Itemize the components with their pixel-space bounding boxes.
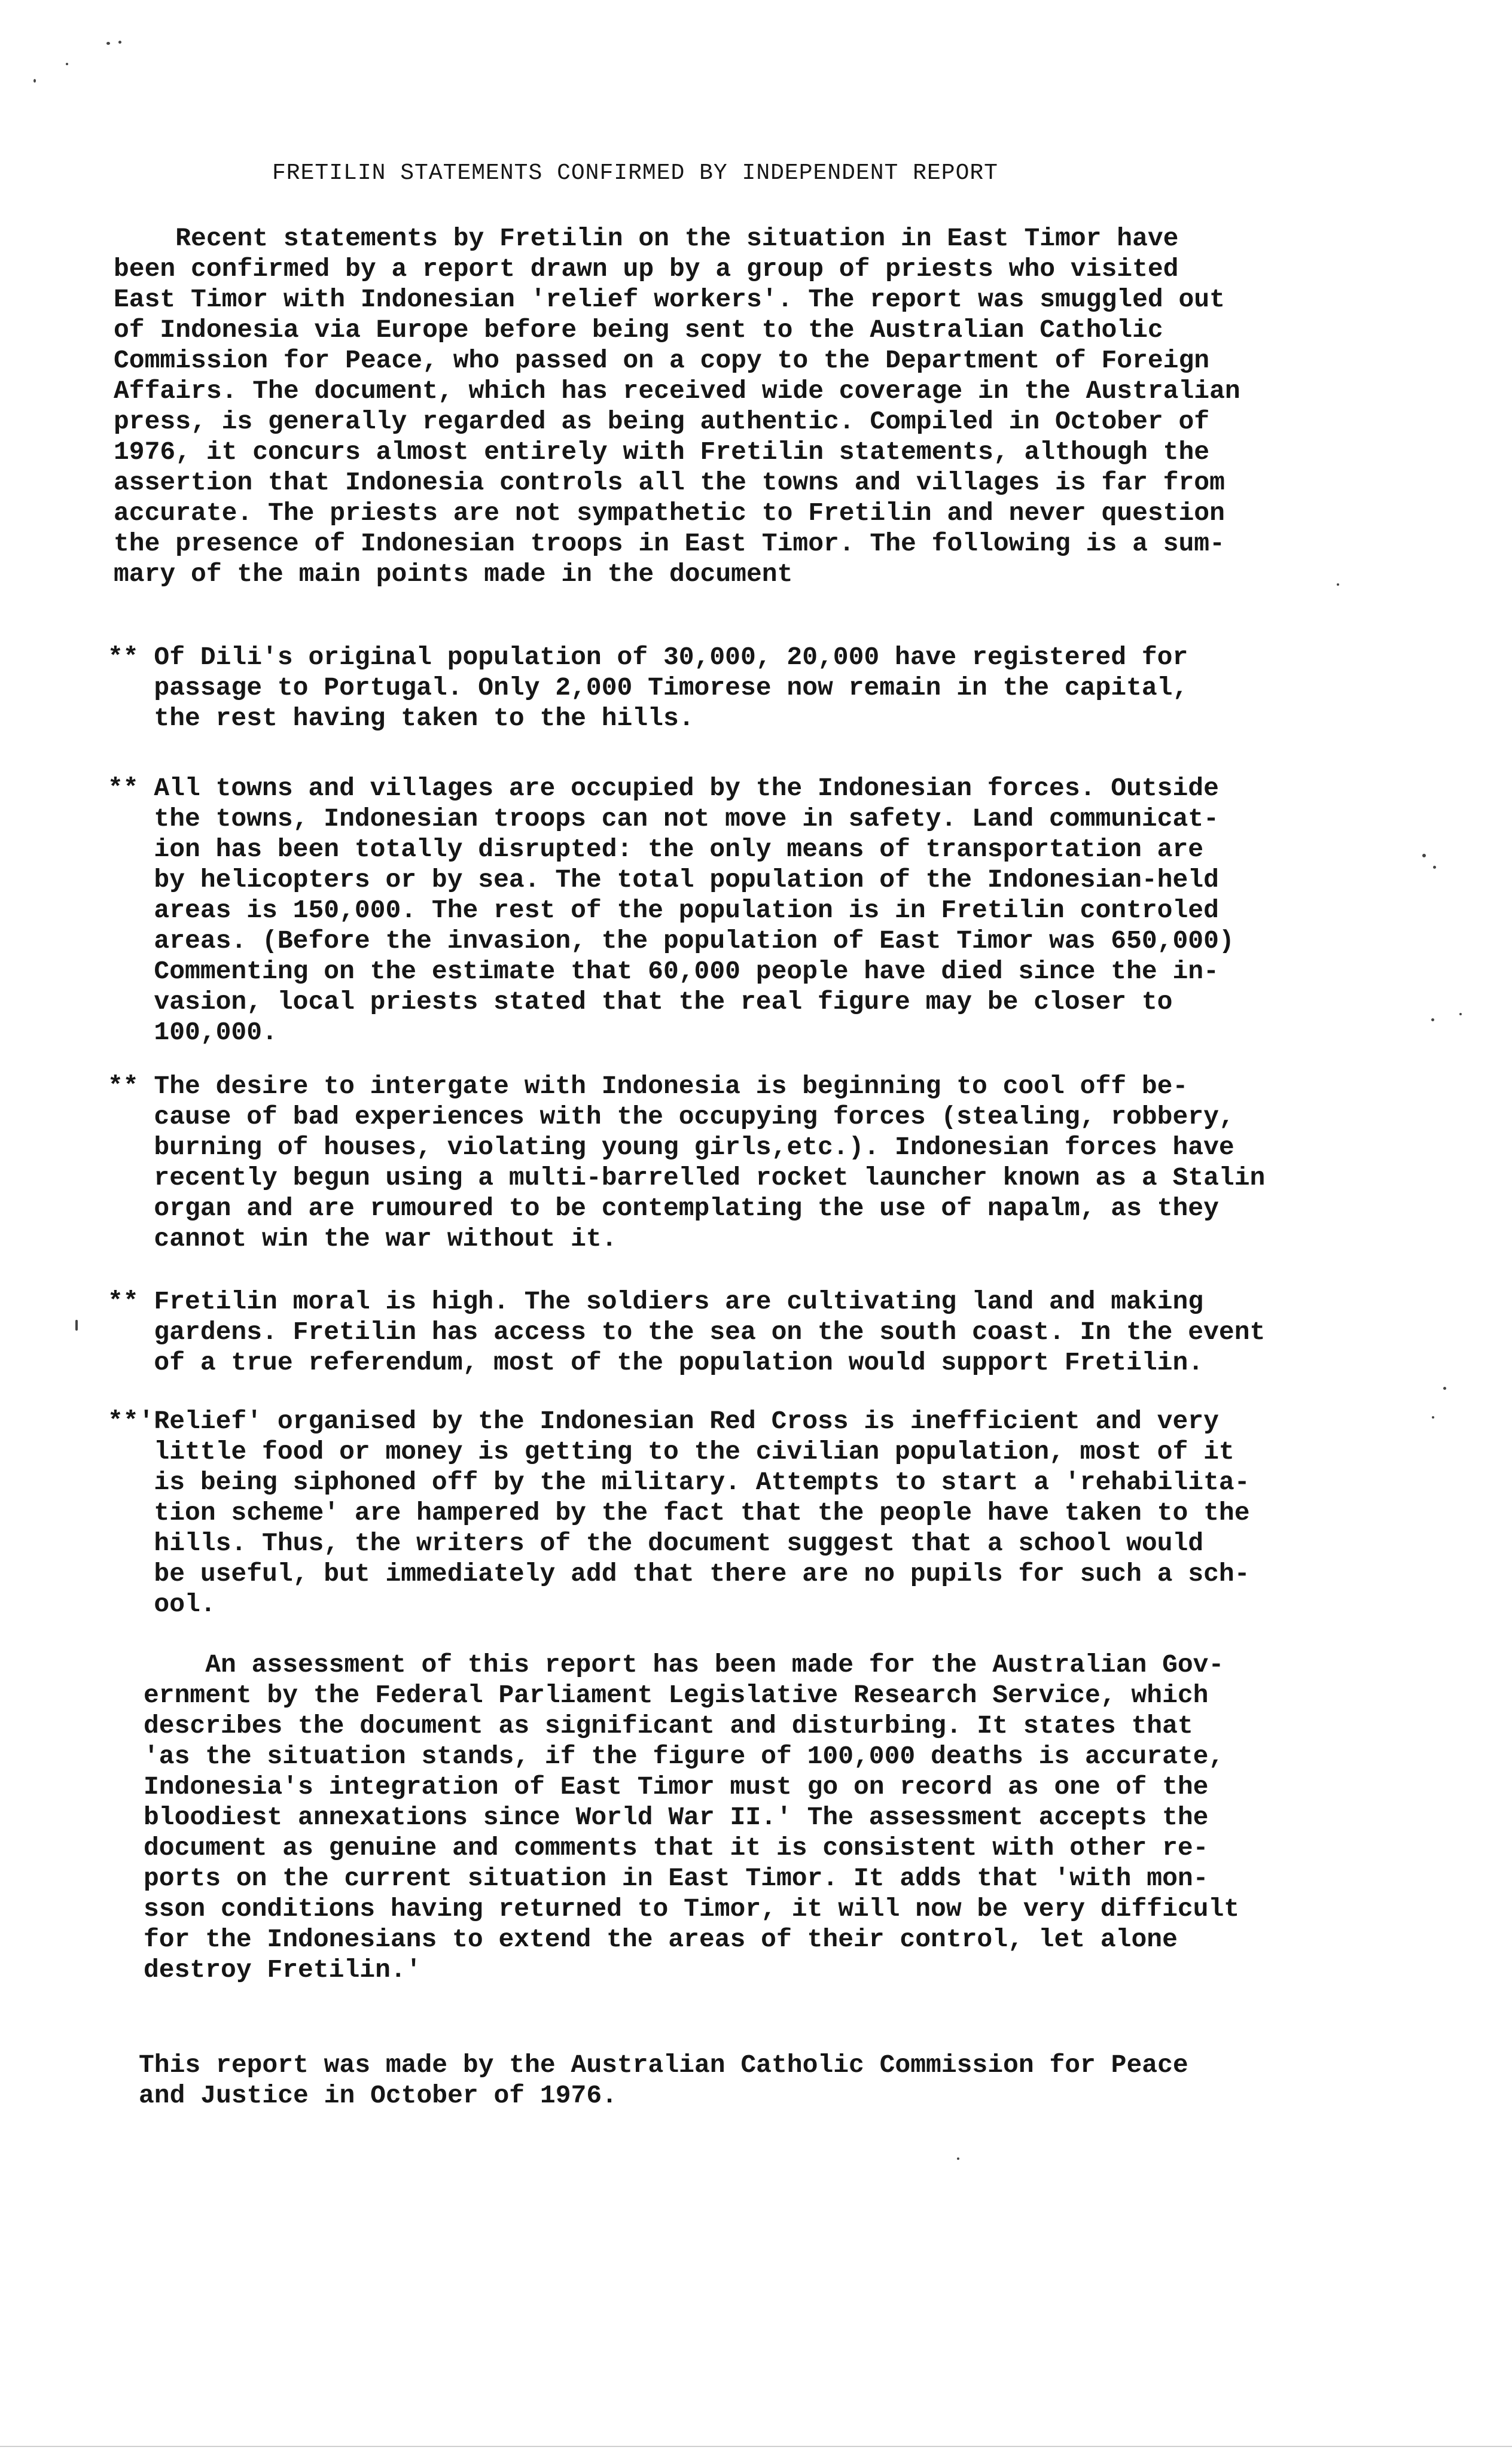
scan-speck	[957, 2157, 959, 2160]
scan-speck	[118, 41, 121, 44]
bullet-point-occupied-towns: ** All towns and villages are occupied by the Indonesian forces. Outside the towns, Indonesian troops can not move in safety. Land communicat- ion has been totally disrupted: the only means of transportation are by helicopters or by sea. The total population of the Indonesian-held areas is 150,000. The rest of the population is in Fretilin controled areas. (Before the invasion, the population of East Timor was 650,000) Commenting on the estimate that 60,000 people have died since the in- vasion, local priests stated that the real figure may be closer to 100,000.	[108, 774, 1234, 1047]
scan-speck	[1431, 1018, 1434, 1021]
scan-speck	[1422, 854, 1426, 857]
bullet-point-dili-population: ** Of Dili's original population of 30,000, 20,000 have registered for passage to Portugal. Only 2,000 Timorese now remain in the capital, the rest having taken to the hills.	[108, 643, 1188, 733]
bullet-point-integration-desire: ** The desire to intergate with Indonesia is beginning to cool off be- cause of bad experiences with the occupying forces (stealing, robbery, burning of houses, violating young girls,etc.). Indonesian forces have recently begun using a multi-barrelled rocket launcher known as a Stalin organ and are rumoured to be contemplating the use of napalm, as they cannot win the war without it.	[108, 1072, 1266, 1253]
document-title: FRETILIN STATEMENTS CONFIRMED BY INDEPENDENT REPORT	[272, 160, 998, 186]
scan-speck	[66, 63, 68, 65]
scan-speck	[1432, 1416, 1434, 1419]
bullet-point-relief-red-cross: **'Relief' organised by the Indonesian Red Cross is inefficient and very little food or money is getting to the civilian population, most of it is being siphoned off by the military. Attempts to start a 'rehabilita- tion scheme' are hampered by the fact that the people have taken to the hills. Thus, the writers of the document suggest that a school would be useful, but immediately add that there are no pupils for such a sch- ool.	[108, 1407, 1250, 1619]
scan-speck	[33, 79, 36, 83]
footer-note: This report was made by the Australian Catholic Commission for Peace and Justice in October of 1976.	[139, 2050, 1188, 2110]
assessment-paragraph: An assessment of this report has been made for the Australian Gov- ernment by the Federal Parliament Legislative Research Service, which describes the document as significant and disturbing. It states that 'as the situation stands, if the figure of 100,000 deaths is accurate, Indonesia's integration of East Timor must go on record as one of the bloodiest annexations since World War II.' The assessment accepts the document as genuine and comments that it is consistent with other re- ports on the current situation in East Timor. It adds that 'with mon- sson conditions having returned to Timor, it will now be very difficult for the Indonesians to extend the areas of their control, let alone destroy Fretilin.'	[144, 1650, 1240, 1985]
scan-speck	[1337, 583, 1339, 586]
bullet-point-fretilin-morale: ** Fretilin moral is high. The soldiers are cultivating land and making gardens. Fretilin has access to the sea on the south coast. In the event of a true referendum, most of the population would support Fretilin.	[108, 1287, 1266, 1377]
intro-paragraph: Recent statements by Fretilin on the situation in East Timor have been confirmed by a report drawn up by a group of priests who visited East Timor with Indonesian 'relief workers'. The report was smuggled out of Indonesia via Europe before being sent to the Australian Catholic Commission for Peace, who passed on a copy to the Department of Foreign Affairs. The document, which has received wide coverage in the Australian press, is generally regarded as being authentic. Compiled in October of 1976, it concurs almost entirely with Fretilin statements, although the assertion that Indonesia controls all the towns and villages is far from accurate. The priests are not sympathetic to Fretilin and never question the presence of Indonesian troops in East Timor. The following is a sum- mary of the main points made in the document	[114, 224, 1240, 589]
page-bottom-edge	[0, 2446, 1512, 2447]
scan-speck	[1443, 1387, 1446, 1390]
scan-speck	[106, 42, 110, 45]
scan-speck	[75, 1320, 78, 1331]
scan-speck	[1433, 866, 1436, 869]
scan-speck	[1459, 1013, 1462, 1015]
